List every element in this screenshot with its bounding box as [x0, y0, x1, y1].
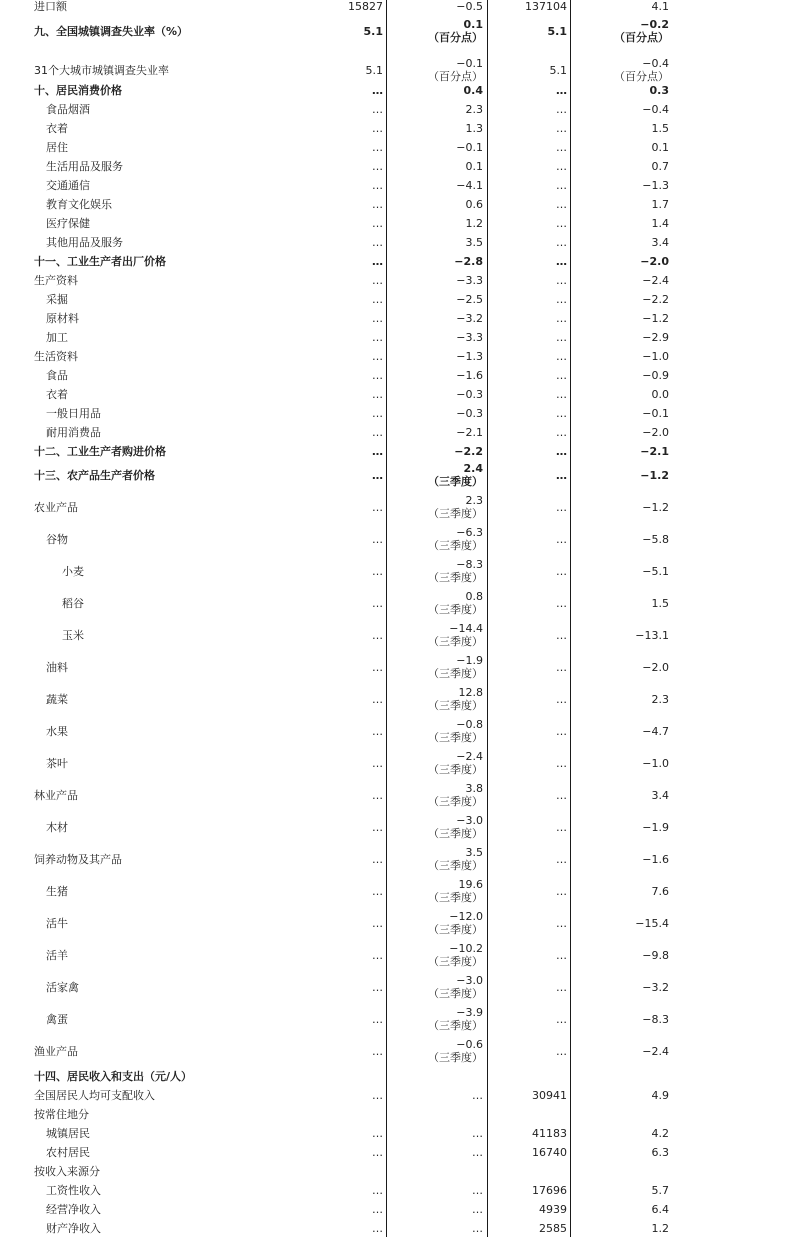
cell-value: −3.0: [456, 974, 483, 987]
cell-value: −1.2: [640, 469, 669, 482]
value-cell-with-unit: [428, 1038, 483, 1064]
cell-value: −1.2: [642, 501, 669, 514]
cell-value: …: [556, 789, 567, 802]
cell-value: 16740: [532, 1146, 567, 1159]
cell-value: …: [372, 1222, 383, 1235]
cell-value: …: [372, 725, 383, 738]
row-label: 工资性收入: [46, 1184, 101, 1197]
row-label: 衣着: [46, 122, 68, 135]
cell-unit: （三季度）: [428, 1019, 483, 1032]
value-cell-with-unit: [614, 18, 669, 44]
cell-value: …: [556, 885, 567, 898]
cell-value: −15.4: [635, 917, 669, 930]
cell-value: 17696: [532, 1184, 567, 1197]
cell-unit: （三季度）: [428, 987, 483, 1000]
cell-unit: （三季度）: [428, 731, 483, 744]
cell-value: …: [472, 1222, 483, 1235]
cell-value: −4.7: [642, 725, 669, 738]
cell-value: 3.5: [465, 236, 483, 249]
cell-value: 3.5: [465, 846, 483, 859]
cell-value: −0.3: [456, 388, 483, 401]
cell-value: …: [372, 1203, 383, 1216]
cell-value: 137104: [525, 0, 567, 13]
cell-value: …: [372, 885, 383, 898]
row-label: 食品: [46, 369, 68, 382]
cell-value: …: [372, 293, 383, 306]
row-label: 谷物: [46, 533, 68, 546]
cell-value: …: [556, 821, 567, 834]
cell-value: −10.2: [449, 942, 483, 955]
cell-value: −2.2: [642, 293, 669, 306]
value-cell-with-unit: [428, 974, 483, 1000]
cell-value: −3.0: [456, 814, 483, 827]
cell-value: …: [372, 369, 383, 382]
cell-value: …: [372, 160, 383, 173]
cell-value: …: [556, 757, 567, 770]
cell-value: −0.3: [456, 407, 483, 420]
cell-value: …: [372, 350, 383, 363]
cell-value: −0.5: [456, 0, 483, 13]
cell-value: …: [472, 1203, 483, 1216]
cell-unit: （三季度）: [428, 571, 483, 584]
cell-value: −2.4: [642, 274, 669, 287]
cell-value: …: [472, 1127, 483, 1140]
cell-value: −2.9: [642, 331, 669, 344]
cell-unit: （三季度）: [428, 667, 483, 680]
cell-value: …: [372, 469, 383, 482]
cell-value: 2.4: [463, 462, 483, 475]
cell-value: …: [556, 445, 567, 458]
row-label: 生产资料: [34, 274, 78, 287]
cell-value: …: [556, 255, 567, 268]
cell-value: 1.5: [651, 597, 669, 610]
cell-value: …: [472, 1184, 483, 1197]
cell-value: …: [556, 917, 567, 930]
cell-value: …: [372, 141, 383, 154]
cell-value: …: [372, 217, 383, 230]
cell-value: −13.1: [635, 629, 669, 642]
cell-value: …: [556, 350, 567, 363]
cell-value: …: [372, 789, 383, 802]
cell-value: …: [556, 853, 567, 866]
cell-value: …: [372, 1045, 383, 1058]
cell-value: …: [556, 565, 567, 578]
cell-value: 5.1: [547, 25, 567, 38]
cell-value: …: [372, 255, 383, 268]
cell-value: …: [556, 1045, 567, 1058]
cell-unit: （三季度）: [428, 475, 483, 488]
cell-value: 3.4: [651, 789, 669, 802]
cell-value: …: [372, 103, 383, 116]
cell-value: 0.1: [463, 18, 483, 31]
cell-value: −2.2: [454, 445, 483, 458]
column-divider: [386, 0, 387, 1237]
cell-unit: （三季度）: [428, 795, 483, 808]
value-cell-with-unit: [428, 942, 483, 968]
cell-value: −2.4: [642, 1045, 669, 1058]
cell-value: −4.1: [456, 179, 483, 192]
value-cell-with-unit: [428, 718, 483, 744]
value-cell-with-unit: [428, 686, 483, 712]
cell-value: 41183: [532, 1127, 567, 1140]
cell-value: −0.4: [642, 57, 669, 70]
cell-value: …: [372, 981, 383, 994]
value-cell-with-unit: [428, 814, 483, 840]
row-label: 油料: [46, 661, 68, 674]
cell-value: 5.1: [365, 64, 383, 77]
cell-value: −6.3: [456, 526, 483, 539]
cell-value: …: [556, 426, 567, 439]
cell-value: …: [556, 501, 567, 514]
row-label: 衣着: [46, 388, 68, 401]
cell-value: −2.5: [456, 293, 483, 306]
cell-unit: （百分点）: [614, 70, 669, 83]
cell-value: …: [372, 693, 383, 706]
row-label: 城镇居民: [46, 1127, 90, 1140]
cell-value: −3.3: [456, 274, 483, 287]
cell-value: …: [556, 331, 567, 344]
cell-value: −3.2: [456, 312, 483, 325]
column-divider: [487, 0, 488, 1237]
cell-value: 6.4: [651, 1203, 669, 1216]
cell-value: …: [556, 198, 567, 211]
cell-unit: （百分点）: [428, 31, 483, 44]
cell-value: −1.3: [642, 179, 669, 192]
row-label: 居住: [46, 141, 68, 154]
row-label: 进口额: [34, 0, 67, 13]
cell-value: −0.4: [642, 103, 669, 116]
cell-value: …: [556, 236, 567, 249]
cell-value: 0.1: [465, 160, 483, 173]
cell-value: −14.4: [449, 622, 483, 635]
cell-value: −2.1: [456, 426, 483, 439]
cell-value: …: [372, 426, 383, 439]
row-label: 交通通信: [46, 179, 90, 192]
cell-value: …: [372, 84, 383, 97]
value-cell-with-unit: [428, 526, 483, 552]
row-label: 采掘: [46, 293, 68, 306]
cell-unit: （三季度）: [428, 891, 483, 904]
cell-value: …: [372, 821, 383, 834]
cell-value: …: [556, 533, 567, 546]
cell-value: …: [472, 1146, 483, 1159]
cell-value: 0.4: [463, 84, 483, 97]
row-label: 31个大城市城镇调查失业率: [34, 64, 169, 77]
cell-value: …: [556, 103, 567, 116]
cell-value: …: [372, 388, 383, 401]
cell-value: …: [372, 1089, 383, 1102]
cell-value: 3.4: [651, 236, 669, 249]
cell-value: …: [556, 469, 567, 482]
cell-value: −1.2: [642, 312, 669, 325]
cell-value: …: [556, 293, 567, 306]
row-label: 十、居民消费价格: [34, 84, 122, 97]
value-cell-with-unit: [428, 846, 483, 872]
cell-value: −9.8: [642, 949, 669, 962]
cell-value: …: [372, 236, 383, 249]
value-cell-with-unit: [428, 57, 483, 83]
cell-value: …: [556, 122, 567, 135]
cell-value: …: [372, 445, 383, 458]
row-label: 按常住地分: [34, 1108, 89, 1121]
row-label: 按收入来源分: [34, 1165, 100, 1178]
cell-value: −0.8: [456, 718, 483, 731]
row-label: 生活用品及服务: [46, 160, 123, 173]
cell-value: …: [556, 949, 567, 962]
cell-value: …: [556, 629, 567, 642]
row-label: 原材料: [46, 312, 79, 325]
cell-value: …: [372, 1184, 383, 1197]
row-label: 农业产品: [34, 501, 78, 514]
cell-value: …: [556, 725, 567, 738]
cell-value: 5.7: [651, 1184, 669, 1197]
cell-value: …: [556, 312, 567, 325]
cell-value: 5.1: [363, 25, 383, 38]
row-label: 渔业产品: [34, 1045, 78, 1058]
cell-value: −5.1: [642, 565, 669, 578]
cell-value: −8.3: [456, 558, 483, 571]
cell-unit: （百分点）: [614, 31, 669, 44]
cell-value: …: [372, 331, 383, 344]
cell-value: 1.4: [651, 217, 669, 230]
row-label: 耐用消费品: [46, 426, 101, 439]
cell-value: −2.4: [456, 750, 483, 763]
row-label: 十三、农产品生产者价格: [34, 469, 155, 482]
cell-value: 4.1: [651, 0, 669, 13]
row-label: 木材: [46, 821, 68, 834]
cell-unit: （三季度）: [428, 699, 483, 712]
cell-value: …: [372, 501, 383, 514]
row-label: 水果: [46, 725, 68, 738]
cell-unit: （三季度）: [428, 923, 483, 936]
cell-value: …: [556, 141, 567, 154]
cell-value: 2.3: [465, 103, 483, 116]
cell-value: 2.3: [651, 693, 669, 706]
value-cell-with-unit: [428, 910, 483, 936]
row-label: 教育文化娱乐: [46, 198, 112, 211]
cell-value: 12.8: [458, 686, 483, 699]
cell-value: …: [372, 661, 383, 674]
cell-value: −5.8: [642, 533, 669, 546]
cell-value: …: [372, 1127, 383, 1140]
cell-unit: （三季度）: [428, 955, 483, 968]
row-label: 加工: [46, 331, 68, 344]
cell-value: 0.6: [465, 198, 483, 211]
row-label: 饲养动物及其产品: [34, 853, 122, 866]
cell-value: 1.5: [651, 122, 669, 135]
value-cell-with-unit: [428, 462, 483, 488]
cell-value: 2585: [539, 1222, 567, 1235]
cell-value: −3.3: [456, 331, 483, 344]
cell-value: …: [556, 388, 567, 401]
cell-value: 2.3: [465, 494, 483, 507]
value-cell-with-unit: [428, 18, 483, 44]
cell-value: …: [372, 312, 383, 325]
cell-value: …: [372, 274, 383, 287]
cell-value: …: [556, 274, 567, 287]
row-label: 其他用品及服务: [46, 236, 123, 249]
row-label: 林业产品: [34, 789, 78, 802]
cell-value: …: [556, 179, 567, 192]
cell-unit: （三季度）: [428, 539, 483, 552]
row-label: 全国居民人均可支配收入: [34, 1089, 155, 1102]
cell-value: …: [372, 917, 383, 930]
cell-value: −2.1: [640, 445, 669, 458]
value-cell-with-unit: [428, 782, 483, 808]
cell-value: −1.6: [456, 369, 483, 382]
cell-unit: （三季度）: [428, 827, 483, 840]
cell-value: …: [372, 198, 383, 211]
cell-value: 1.7: [651, 198, 669, 211]
cell-value: 30941: [532, 1089, 567, 1102]
cell-value: …: [372, 853, 383, 866]
cell-value: 15827: [348, 0, 383, 13]
row-label: 十四、居民收入和支出（元/人）: [34, 1070, 193, 1083]
value-cell-with-unit: [428, 558, 483, 584]
cell-value: −1.3: [456, 350, 483, 363]
row-label: 玉米: [62, 629, 84, 642]
row-label: 稻谷: [62, 597, 84, 610]
cell-value: …: [556, 661, 567, 674]
cell-value: −2.0: [642, 426, 669, 439]
row-label: 经营净收入: [46, 1203, 101, 1216]
value-cell-with-unit: [428, 750, 483, 776]
cell-unit: （百分点）: [428, 70, 483, 83]
cell-value: 0.8: [465, 590, 483, 603]
cell-unit: （三季度）: [428, 603, 483, 616]
cell-value: 0.0: [651, 388, 669, 401]
cell-value: 0.7: [651, 160, 669, 173]
cell-value: 5.1: [549, 64, 567, 77]
cell-value: …: [372, 597, 383, 610]
cell-value: 6.3: [651, 1146, 669, 1159]
cell-value: 0.1: [651, 141, 669, 154]
row-label: 活家禽: [46, 981, 79, 994]
cell-value: …: [372, 122, 383, 135]
cell-value: …: [372, 533, 383, 546]
cell-unit: （三季度）: [428, 507, 483, 520]
cell-value: −8.3: [642, 1013, 669, 1026]
cell-value: …: [556, 981, 567, 994]
cell-value: −0.1: [456, 57, 483, 70]
value-cell-with-unit: [428, 878, 483, 904]
cell-value: …: [372, 949, 383, 962]
cell-value: 4.9: [651, 1089, 669, 1102]
row-label: 蔬菜: [46, 693, 68, 706]
cell-value: −1.9: [642, 821, 669, 834]
cell-value: −3.2: [642, 981, 669, 994]
cell-value: 1.2: [465, 217, 483, 230]
cell-value: −2.8: [454, 255, 483, 268]
cell-value: …: [372, 1146, 383, 1159]
row-label: 小麦: [62, 565, 84, 578]
cell-value: …: [556, 84, 567, 97]
row-label: 活羊: [46, 949, 68, 962]
cell-value: …: [372, 757, 383, 770]
row-label: 禽蛋: [46, 1013, 68, 1026]
cell-value: −1.0: [642, 350, 669, 363]
cell-unit: （三季度）: [428, 763, 483, 776]
column-divider: [570, 0, 571, 1237]
value-cell-with-unit: [428, 622, 483, 648]
cell-unit: （三季度）: [428, 635, 483, 648]
cell-value: …: [372, 565, 383, 578]
cell-value: 7.6: [651, 885, 669, 898]
cell-value: 0.3: [649, 84, 669, 97]
row-label: 茶叶: [46, 757, 68, 770]
cell-value: 1.3: [465, 122, 483, 135]
row-label: 食品烟酒: [46, 103, 90, 116]
cell-value: …: [472, 1089, 483, 1102]
cell-value: …: [372, 179, 383, 192]
cell-value: …: [556, 160, 567, 173]
cell-value: …: [372, 1013, 383, 1026]
cell-unit: （三季度）: [428, 859, 483, 872]
row-label: 活牛: [46, 917, 68, 930]
cell-value: 4939: [539, 1203, 567, 1216]
cell-value: −1.9: [456, 654, 483, 667]
cell-value: …: [372, 629, 383, 642]
cell-value: 3.8: [465, 782, 483, 795]
cell-value: …: [556, 597, 567, 610]
row-label: 九、全国城镇调查失业率（%）: [34, 25, 189, 38]
row-label: 十一、工业生产者出厂价格: [34, 255, 166, 268]
row-label: 生猪: [46, 885, 68, 898]
cell-value: …: [556, 693, 567, 706]
cell-value: …: [556, 217, 567, 230]
cell-value: …: [556, 1013, 567, 1026]
value-cell-with-unit: [614, 57, 669, 83]
cell-value: −0.9: [642, 369, 669, 382]
cell-value: −1.6: [642, 853, 669, 866]
value-cell-with-unit: [428, 590, 483, 616]
cell-value: −2.0: [640, 255, 669, 268]
value-cell-with-unit: [428, 1006, 483, 1032]
cell-unit: （三季度）: [428, 1051, 483, 1064]
cell-value: …: [556, 369, 567, 382]
row-label: 一般日用品: [46, 407, 101, 420]
row-label: 医疗保健: [46, 217, 90, 230]
row-label: 十二、工业生产者购进价格: [34, 445, 166, 458]
cell-value: −0.1: [642, 407, 669, 420]
cell-value: −12.0: [449, 910, 483, 923]
cell-value: …: [372, 407, 383, 420]
cell-value: −1.0: [642, 757, 669, 770]
cell-value: −0.1: [456, 141, 483, 154]
cell-value: …: [556, 407, 567, 420]
cell-value: −0.2: [640, 18, 669, 31]
value-cell-with-unit: [428, 494, 483, 520]
row-label: 农村居民: [46, 1146, 90, 1159]
cell-value: −3.9: [456, 1006, 483, 1019]
cell-value: −0.6: [456, 1038, 483, 1051]
cell-value: −2.0: [642, 661, 669, 674]
cell-value: 4.2: [651, 1127, 669, 1140]
row-label: 生活资料: [34, 350, 78, 363]
row-label: 财产净收入: [46, 1222, 101, 1235]
value-cell-with-unit: [428, 654, 483, 680]
cell-value: 19.6: [458, 878, 483, 891]
cell-value: 1.2: [651, 1222, 669, 1235]
